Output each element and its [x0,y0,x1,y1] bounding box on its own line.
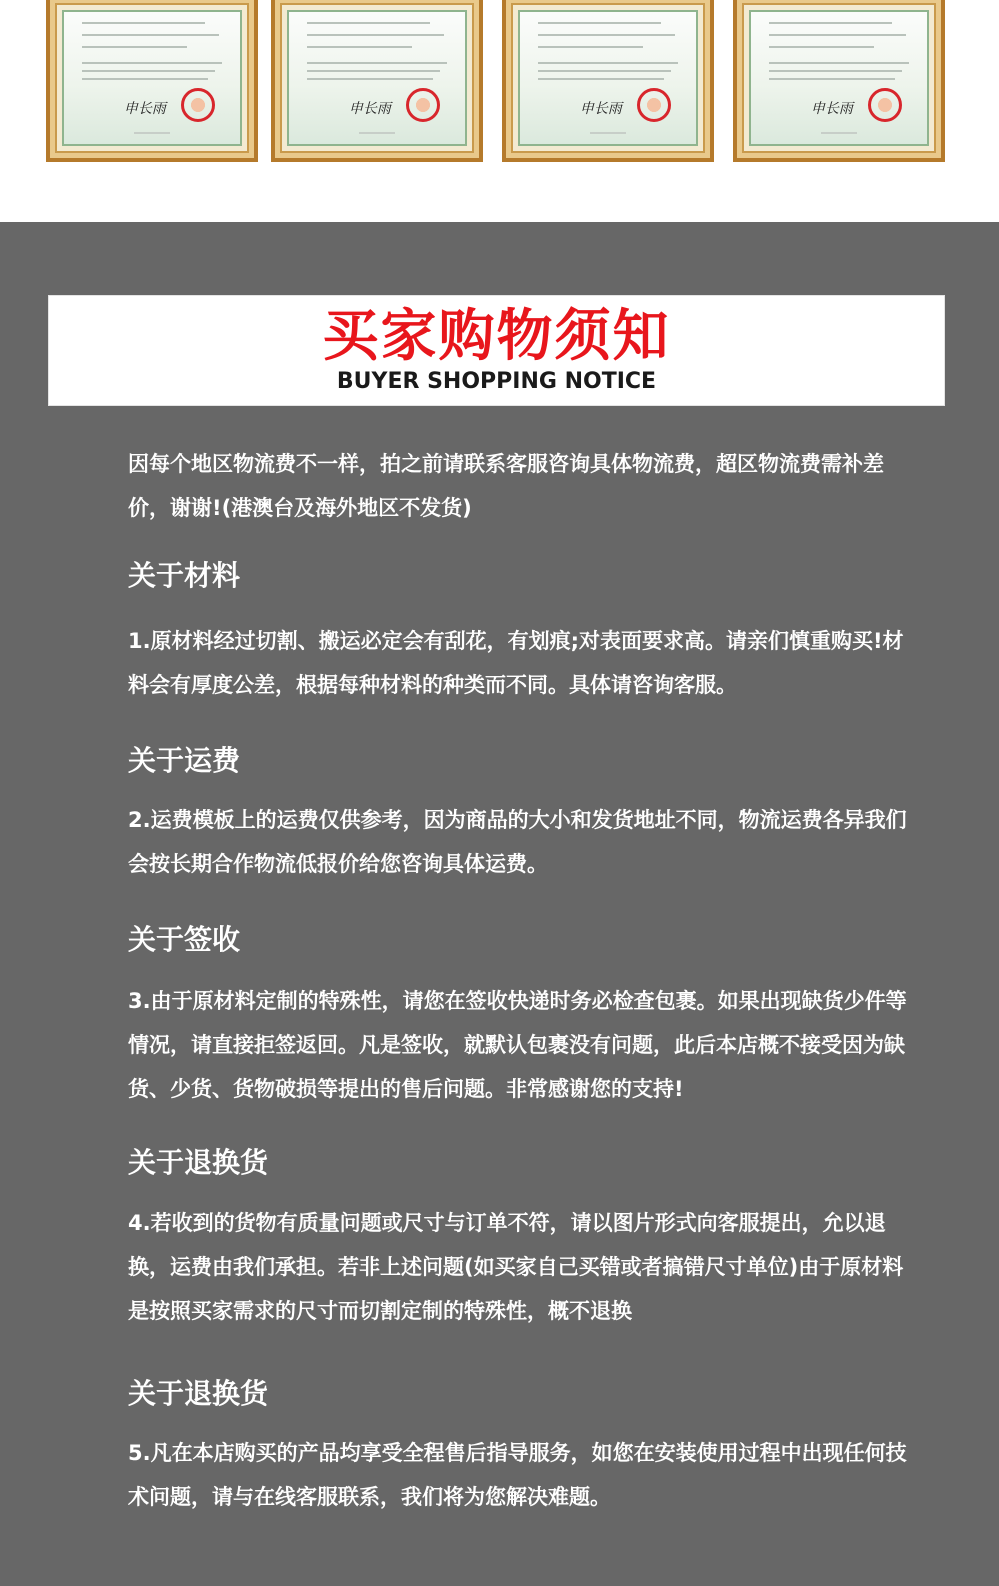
section-body-after-sales: 5.凡在本店购买的产品均享受全程售后指导服务，如您在安装使用过程中出现任何技术问题，请与在线客服联系，我们将为您解决难题。 [128,1441,907,1509]
notice-title: 买家购物须知 [322,304,671,369]
certificate-frame [502,0,714,162]
notice-subtitle: BUYER SHOPPING NOTICE [336,369,657,394]
certificate-paper [749,10,929,146]
certificate-signature: 申长雨 [579,101,622,117]
official-seal-icon [868,88,902,122]
certificate-frame [733,0,945,162]
official-seal-icon [406,88,440,122]
certificate-strip [0,0,999,222]
intro-paragraph: 因每个地区物流费不一样，拍之前请联系客服咨询具体物流费，超区物流费需补差价，谢谢!(港澳台及海外地区不发货) [128,452,884,520]
official-seal-icon [637,88,671,122]
certificate-signature: 申长雨 [348,101,391,117]
shopping-notice-panel [0,222,999,1586]
notice-banner [48,295,945,406]
section-heading-returns: 关于退换货 [128,1146,269,1179]
certificate-paper [287,10,467,146]
certificate-signature: 申长雨 [810,101,853,117]
official-seal-icon [181,88,215,122]
section-heading-materials: 关于材料 [128,559,241,592]
certificate-paper [62,10,242,146]
certificate-paper [518,10,698,146]
certificate-frame [46,0,258,162]
section-body-receipt: 3.由于原材料定制的特殊性，请您在签收快递时务必检查包裹。如果出现缺货少件等情况，请直接拒签返回。凡是签收，就默认包裹没有问题，此后本店概不接受因为缺货、少货、货物破损等提出的售后问题。非常感谢您的支持! [128,989,907,1101]
certificate-signature: 申长雨 [123,101,166,117]
section-body-returns: 4.若收到的货物有质量问题或尺寸与订单不符，请以图片形式向客服提出，允以退换，运费由我们承担。若非上述问题(如买家自己买错或者搞错尺寸单位)由于原材料是按照买家需求的尺寸而切割定制的特殊性，概不退换 [128,1211,904,1323]
section-body-materials: 1.原材料经过切割、搬运必定会有刮花，有划痕;对表面要求高。请亲们慎重购买!材料会有厚度公差，根据每种材料的种类而不同。具体请咨询客服。 [128,629,904,697]
section-heading-shipping: 关于运费 [128,744,241,777]
section-heading-after-sales: 关于退换货 [128,1377,269,1410]
certificate-frame [271,0,483,162]
section-heading-receipt: 关于签收 [128,923,241,956]
section-body-shipping: 2.运费模板上的运费仅供参考，因为商品的大小和发货地址不同，物流运费各异我们会按长期合作物流低报价给您咨询具体运费。 [128,808,907,876]
